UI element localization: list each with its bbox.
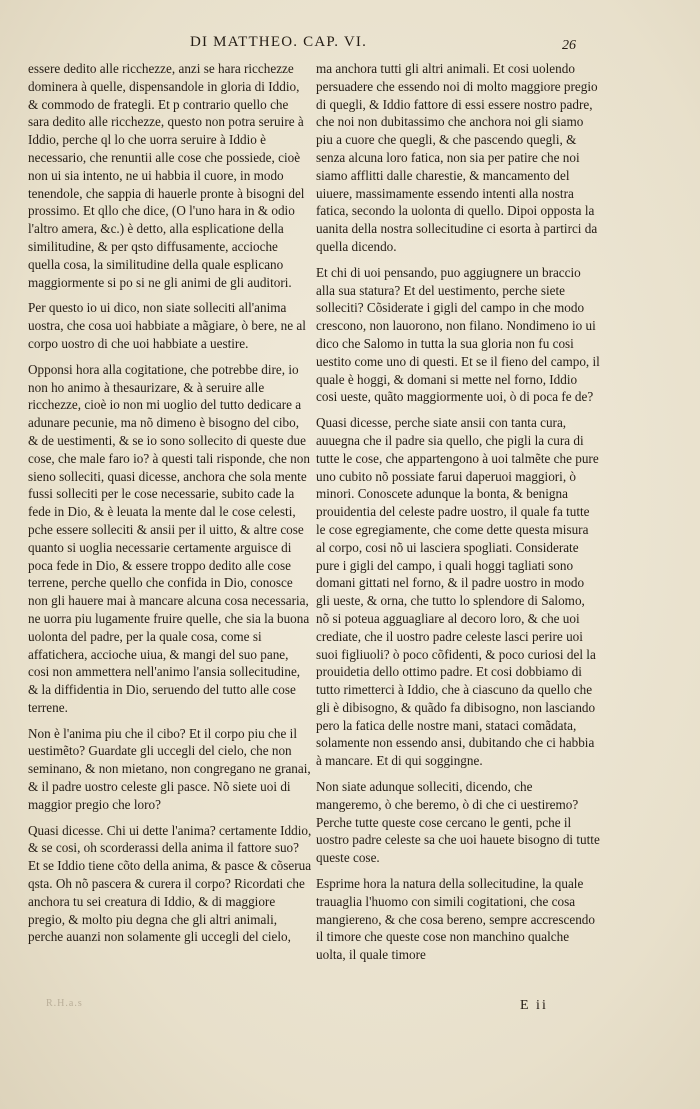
- right-column: [316, 60, 600, 972]
- right-paragraph-2: Et chi di uoi pensando, puo aggiugnere un braccio alla sua statura? Et del uestimento, perche siete solleciti? Cõsiderate i gigli del campo in che modo crescono, non lauorono, non filano. Nondimeno io ui dico che Salomo in tutta la sua gloria non fu cosi uestito come uno di questi. Et se il fieno del campo, il quale è hoggi, & domani si mette nel forno, Iddio cosi ueste, quãto maggiormente uoi, ò di poca fe de?: [316, 264, 600, 405]
- right-paragraph-5: Esprime hora la natura della sollecitudine, la quale trauaglia l'huomo con simili cogitationi, che cosa mangiereno, & che cosa bereno, sempre accrescendo il timore che queste cose non manchino qualche uolta, il quale timore: [316, 876, 595, 963]
- right-paragraph-1: ma anchora tutti gli altri animali. Et cosi uolendo persuadere che essendo noi di molto maggiore pregio di quegli, & Iddio fattore di essi essere nostro padre, che noi non dubitassimo che anchora noi gli siamo piu a cuore che quegli, & che pascendo quegli, & senza alcuna loro fatica, non sia per patire che noi siamo afflitti dalle charestie, & mancamento del uiuere, massimamente essendo intenti alla nostra fatica, secondo la uolonta di quello. Dipoi opposta la uanita della nostra sollecitudine ci esorta à partirci da quella dicendo.: [316, 61, 598, 254]
- left-paragraph-1: essere dedito alle ricchezze, anzi se hara ricchezze dominera à quelle, dispensandole in gloria di Iddio, & commodo de frategli. Et p contrario quello che sara dedito alle ricchezze, questo non potra seruire à Iddio, perche ql lo che uorra seruire à Iddio è necessario, che renuntii alle cose che possiede, cioè non ui sia intento, ne ui habbia il cuore, in modo tenendole, che sappia di hauerle pronte à bisogni del prossimo. Et qllo che dice, (O l'uno hara in & odio l'altro amera, &c.) è detto, alla esplicatione della similitudine, & per qsto diffusamente, accioche quella cosa, la similitudine della quale esplicano maggiormente si po si ne gli animi de gli auditori.: [28, 61, 305, 290]
- right-paragraph-3: Quasi dicesse, perche siate ansii con tanta cura, auuegna che il padre sia quello, che pigli la cura di tutte le cose, che appartengono à uoi talmẽte che pure uno cubito nõ possiate farui daperuoi maggiori, ò minori. Conoscete adunque la bonta, & benigna prouidentia del celeste padre uostro, il quale fa tutte le cose egregiamente, che come dette questa misura al corpo, cosi nõ ui lasciera spogliati. Considerate pure i gigli del campo, i quali hoggi tagliati sono domani gittati nel forno, & il padre uostro in modo gli ueste, & orna, che tutto lo splendore di Salomo, nõ si poteua agguagliare al decoro loro, & che uoi crediate, che il uostro padre celeste lasci perire uoi suoi figliuoli? ò poco cõfidenti, & poco curiosi del la prouidetia dello ottimo padre. Et cosi dobbiamo di tutto rimetterci à Iddio, che à ciascuno da quello che gli è dibisogno, & quãdo fa dibisogno, non lasciando pero la fatica delle nostre mani, stataci comãdata, solamente non essendo ansi, dubitando che ci habbia à mancare. Et di qui soggingne.: [316, 415, 599, 769]
- left-column: [28, 60, 312, 954]
- left-paragraph-3: Opponsi hora alla cogitatione, che potrebbe dire, io non ho animo à thesaurizare, & à seruire alle ricchezze, cioè io non mi uoglio del tutto dedicare a adunare pecunie, ma nõ dimeno è bisogno del cibo, & de uestimenti, & se io sono sollecito di queste due cose, che male faro io? à questi tali risponde, che non sieno solleciti, quasi dicesse, anchora che sola mente fussi solleciti per le cose necessarie, subito cade la fede in Dio, & è leuata la mente dal le cose celesti, pche essere solleciti & ansii per il uitto, & altre cose quanto si uoglia necessarie certamente arguisce di poca fede in Dio, & essere troppo dedito alle cose terrene, perche quello che confida in Dio, conosce non gli hauere mai à mancare alcuna cosa necessaria, ne uorra piu lugamente fruire quelle, che sia la buona uolonta del padre, per la quale cosa, come si affatichera, accioche uiua, & mangi del suo pane, cosi non ammettera nell'animo l'ansia sollecitudine, & la diffidentia in Dio, seruendo del tutto alle cose terrene.: [28, 361, 310, 715]
- page-number: 26: [562, 38, 576, 53]
- left-paragraph-2: Per questo io ui dico, non siate solleciti all'anima uostra, che cosa uoi habbiate a mãgiare, ò bere, ne al corpo uostro di che uoi habbiate a uestire.: [28, 300, 306, 351]
- left-paragraph-5: Quasi dicesse. Chi ui dette l'anima? certamente Iddio, & se cosi, oh scorderassi della anima il fattore suo? Et se Iddio tiene cõto della anima, & pasce & cõserua qsta. Oh nõ pascera & curera il corpo? Ricordati che anchora tu sei creatura di Iddio, & di maggiore pregio, & molto piu degna che gli altri animali, perche auanzi non solamente gli uccegli del cielo,: [28, 822, 312, 945]
- right-paragraph-4: Non siate adunque solleciti, dicendo, che mangeremo, ò che beremo, ò di che ci uestiremo? Perche tutte queste cose cercano le genti, pche il uostro padre celeste sa che uoi hauete bisogno di tutte queste cose.: [316, 779, 600, 866]
- running-title: DI MATTHEO. CAP. VI.: [190, 34, 368, 50]
- signature-mark: E ii: [520, 998, 548, 1013]
- margin-smudge: R.H.a.s: [46, 998, 83, 1009]
- left-paragraph-4: Non è l'anima piu che il cibo? Et il corpo piu che il uestimẽto? Guardate gli uccegli del cielo, che non seminano, & non mietano, non congregano ne granai, & il padre uostro celeste gli pasce. Nõ siete uoi di maggior pregio che loro?: [28, 725, 311, 812]
